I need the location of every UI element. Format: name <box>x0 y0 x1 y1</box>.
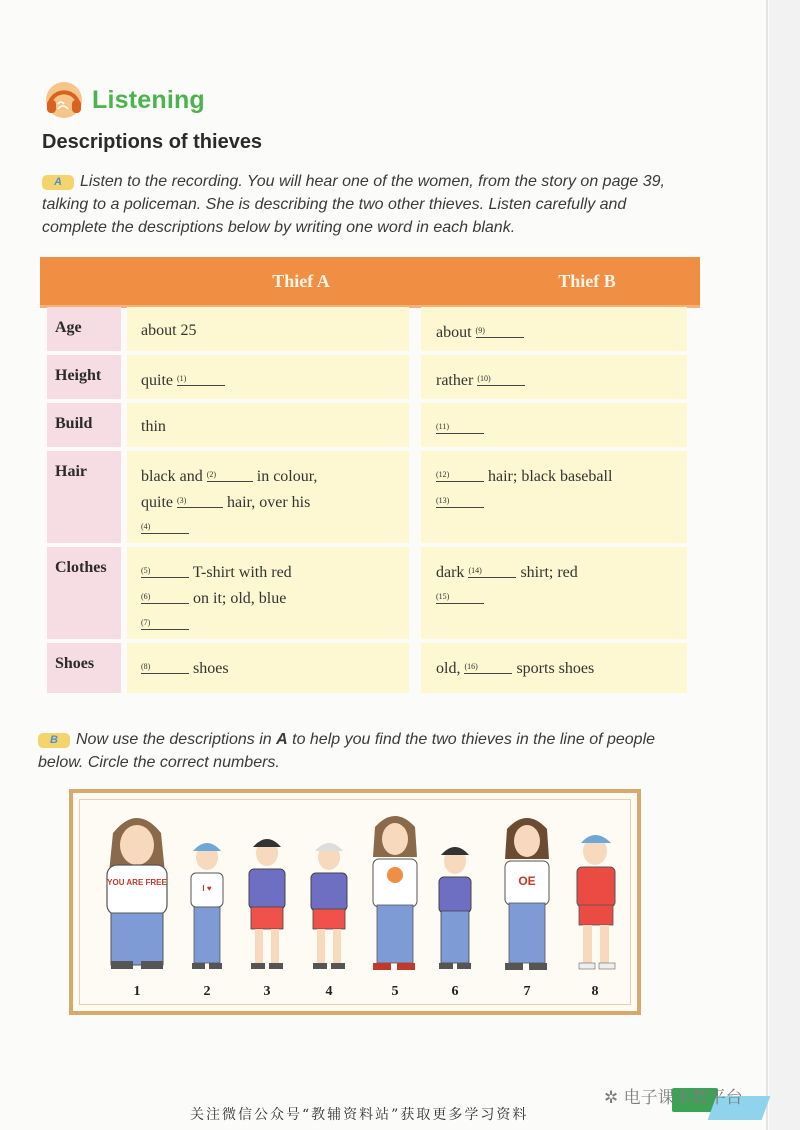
person-1 <box>107 818 167 969</box>
blank-6[interactable] <box>141 585 189 604</box>
blank-number: (8) <box>141 662 151 671</box>
lineup-number[interactable]: 4 <box>325 984 333 999</box>
table-row <box>47 451 687 543</box>
person-8 <box>577 835 615 969</box>
watermark-text: 电子课本微平台 <box>623 1088 743 1108</box>
blank-14[interactable] <box>468 559 516 578</box>
lineup-number[interactable]: 6 <box>451 984 459 999</box>
section-title: Listening <box>92 85 205 114</box>
thief-b-cell <box>421 643 687 693</box>
person-6 <box>439 847 471 969</box>
blank-2[interactable] <box>207 463 253 482</box>
table-row <box>47 403 687 447</box>
page-title: Descriptions of thieves <box>42 131 263 153</box>
lineup-number[interactable]: 1 <box>133 984 141 999</box>
blank-8[interactable] <box>141 655 189 674</box>
column-header-thief-a: Thief A <box>272 271 330 291</box>
blank-number: (9) <box>475 326 485 335</box>
blank-number: (4) <box>141 522 151 531</box>
blank-9[interactable] <box>476 319 524 338</box>
blank-number: (6) <box>141 592 151 601</box>
lineup-number[interactable]: 8 <box>591 984 599 999</box>
blank-3[interactable] <box>177 489 223 508</box>
person-5 <box>373 816 417 970</box>
cell-text: rather <box>436 372 478 389</box>
cell-text: sports shoes <box>512 660 595 677</box>
footer-note: 关注微信公众号“教辅资料站”获取更多学习资料 <box>190 1107 529 1123</box>
wechat-icon: ✲ <box>604 1088 624 1108</box>
lineup-number[interactable]: 3 <box>263 984 271 999</box>
cell-text: T-shirt with red <box>189 564 292 581</box>
blank-12[interactable] <box>436 463 484 482</box>
thief-a-cell <box>127 643 409 693</box>
part-b-badge: B <box>38 733 70 748</box>
blank-7[interactable] <box>141 611 189 630</box>
column-header-thief-b: Thief B <box>558 271 616 291</box>
thief-b-cell <box>421 403 687 447</box>
blank-number: (15) <box>436 592 450 601</box>
person-2 <box>191 843 223 969</box>
cell-text: shirt; red <box>516 564 578 581</box>
table-row <box>47 307 687 351</box>
row-label: Height <box>47 355 121 399</box>
shirt-text-1: YOU ARE FREE <box>107 878 167 887</box>
blank-number: (11) <box>436 422 450 431</box>
cell-text: old, <box>436 660 465 677</box>
blank-11[interactable] <box>436 415 484 434</box>
lineup-number[interactable]: 2 <box>203 984 211 999</box>
blank-number: (7) <box>141 618 151 627</box>
table-header <box>40 257 700 305</box>
blank-10[interactable] <box>477 367 525 386</box>
thief-a-cell <box>127 355 409 399</box>
part-a-text: Listen to the recording. You will hear one of the women, from the story on page 39, talking to a policeman. She is describing the two other thieves. Listen carefully and complete the descriptions below by writing one word in each blank. <box>42 173 665 236</box>
part-b-bold: A <box>276 731 288 748</box>
blank-number: (16) <box>464 662 478 671</box>
thief-a-cell <box>127 307 409 351</box>
shirt-text-7: OE <box>518 874 536 888</box>
part-b-text: to help you find the two thieves in the line of people below. Circle the correct numbers. <box>38 731 656 771</box>
thief-a-cell <box>127 547 409 639</box>
shirt-text-2: I ♥ <box>202 884 212 893</box>
blank-13[interactable] <box>436 489 484 508</box>
cell-text: dark <box>436 564 469 581</box>
table-row <box>47 643 687 693</box>
lineup-figures <box>73 793 637 1011</box>
blank-16[interactable] <box>464 655 512 674</box>
part-a-instruction <box>42 170 682 239</box>
cell-text: shoes <box>189 660 229 677</box>
blank-number: (3) <box>177 496 187 505</box>
row-label: Clothes <box>47 547 121 639</box>
lineup-picture <box>69 789 641 1015</box>
cell-text: about 25 <box>141 322 197 339</box>
table-row <box>47 547 687 639</box>
blank-number: (2) <box>206 470 217 479</box>
cell-text: on it; old, blue <box>189 590 287 607</box>
part-a-badge: A <box>42 175 74 190</box>
row-label: Age <box>47 307 121 351</box>
cell-text: quite <box>141 494 177 511</box>
cell-text: hair, over his <box>223 494 311 511</box>
cell-text: black and <box>141 468 207 485</box>
blank-number: (1) <box>177 374 187 383</box>
person-4 <box>311 843 347 969</box>
table-row <box>47 355 687 399</box>
thief-b-cell <box>421 307 687 351</box>
part-b-text: Now use the descriptions in <box>76 731 277 748</box>
headphones-icon <box>42 78 90 122</box>
blank-number: (5) <box>141 566 151 575</box>
watermark <box>604 1083 743 1108</box>
blank-5[interactable] <box>141 559 189 578</box>
lineup-number[interactable]: 7 <box>523 984 531 999</box>
blank-number: (14) <box>468 566 482 575</box>
thief-b-cell <box>421 355 687 399</box>
thief-a-cell <box>127 403 409 447</box>
lineup-number[interactable]: 5 <box>391 984 399 999</box>
page-edge <box>766 0 768 1130</box>
blank-1[interactable] <box>177 367 225 386</box>
blank-15[interactable] <box>436 585 484 604</box>
cell-text: quite <box>141 372 177 389</box>
cell-text: about <box>436 324 476 341</box>
thief-b-cell <box>421 451 687 543</box>
person-7 <box>505 818 549 970</box>
blank-number: (13) <box>436 496 450 505</box>
row-label: Hair <box>47 451 121 543</box>
section-header <box>42 78 205 122</box>
page-margin <box>769 0 800 1130</box>
cell-text: in colour, <box>252 468 318 485</box>
blank-number: (10) <box>477 374 491 383</box>
blank-number: (12) <box>436 470 450 479</box>
row-label: Build <box>47 403 121 447</box>
cell-text: thin <box>141 418 166 435</box>
part-b-instruction <box>38 728 678 774</box>
thief-a-cell <box>127 451 409 543</box>
cell-text: hair; black baseball <box>484 468 613 485</box>
person-3 <box>249 839 285 969</box>
blank-4[interactable] <box>141 515 189 534</box>
thief-b-cell <box>421 547 687 639</box>
row-label: Shoes <box>47 643 121 693</box>
